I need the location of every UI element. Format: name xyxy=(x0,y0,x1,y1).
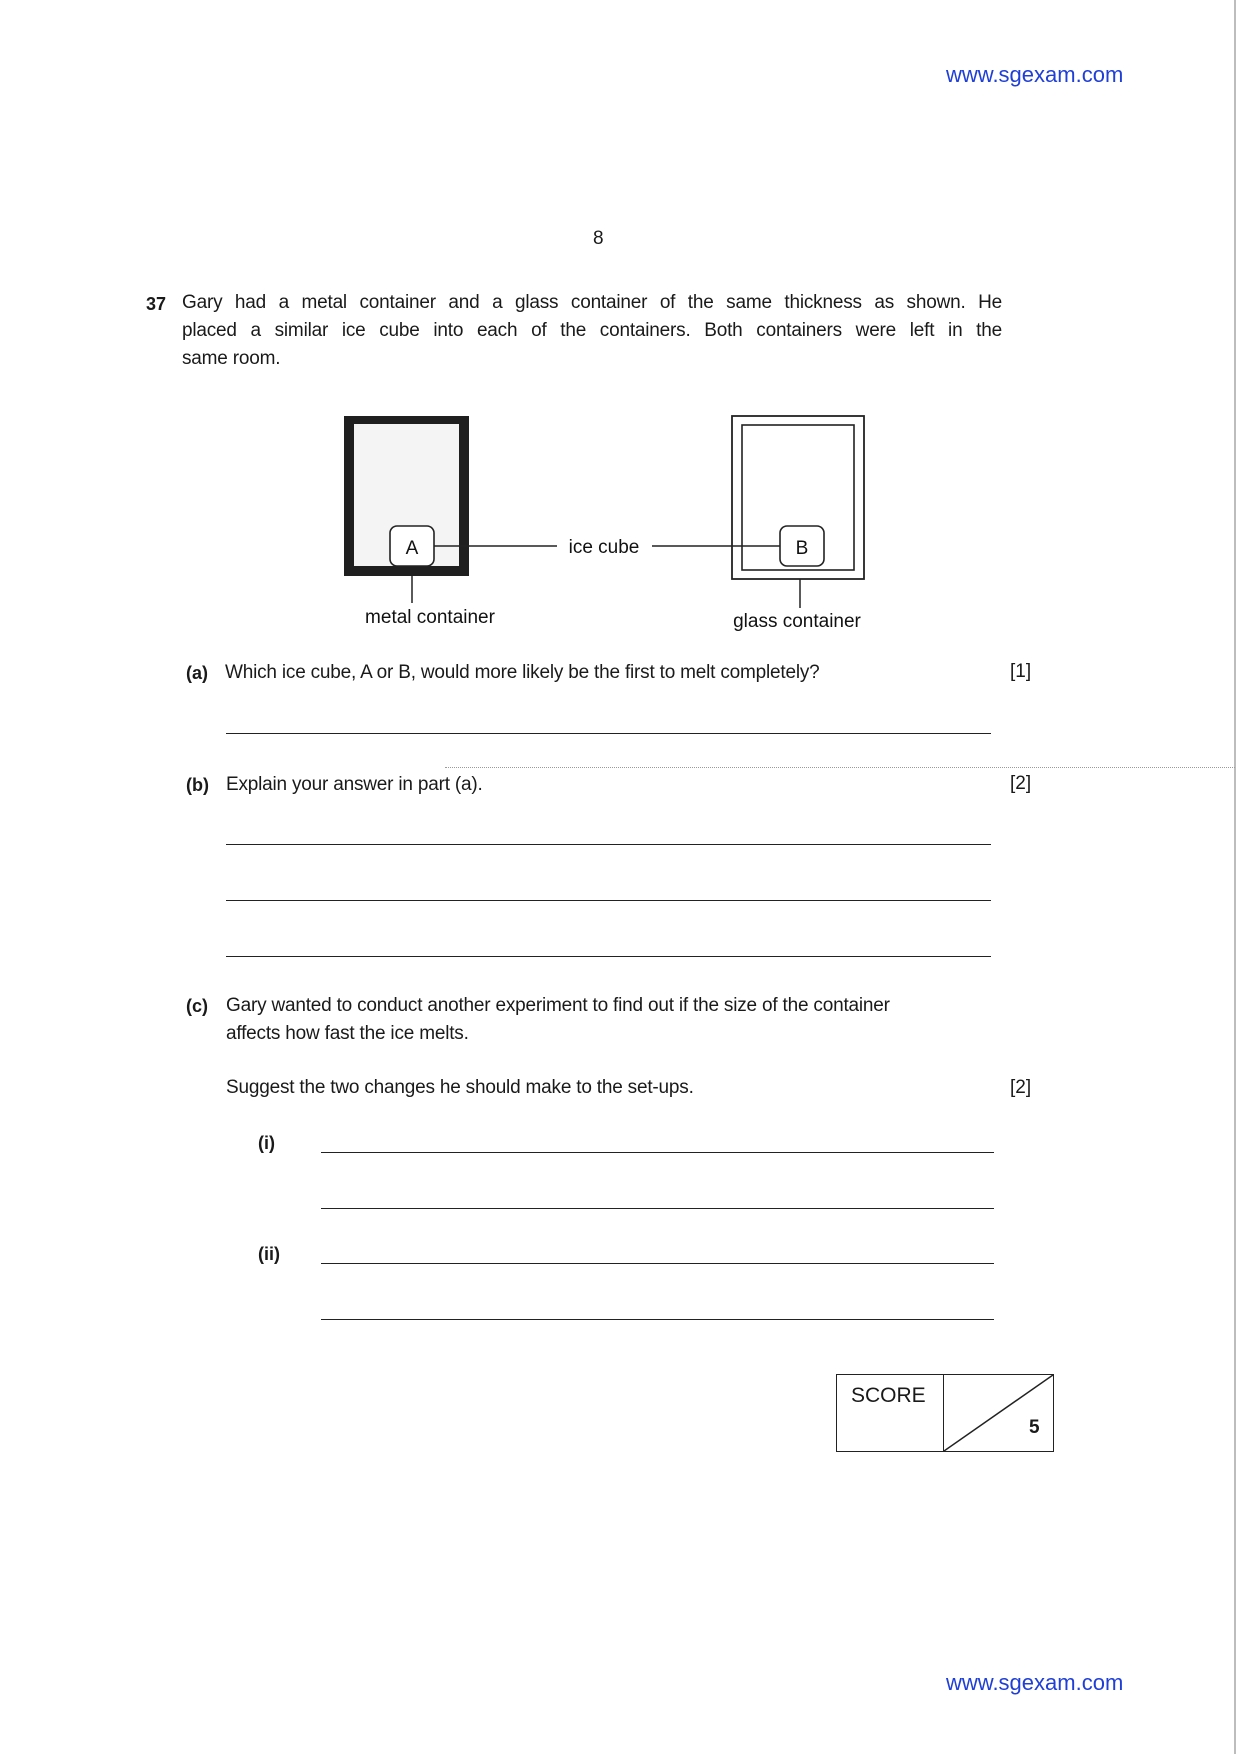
score-total: 5 xyxy=(1029,1417,1040,1438)
ice-cube-a xyxy=(390,526,434,566)
question-number: 37 xyxy=(146,294,167,314)
question-stem xyxy=(182,289,1002,373)
footer-site-link[interactable]: www.sgexam.com xyxy=(946,1670,1124,1695)
ice-cube-b xyxy=(780,526,824,566)
part-c-label: (c) xyxy=(186,996,208,1016)
answer-line-b1[interactable] xyxy=(226,844,991,845)
answer-line-c-i-2[interactable] xyxy=(321,1208,994,1209)
sub-ii-label: (ii) xyxy=(258,1244,280,1264)
part-b-label: (b) xyxy=(186,775,209,795)
containers-diagram xyxy=(330,405,890,635)
answer-line-c-ii-1[interactable] xyxy=(321,1263,994,1264)
page-edge xyxy=(1234,0,1236,1754)
stem-line-1: Gary had a metal container and a glass container of the same thickness as shown. He xyxy=(182,292,1002,313)
part-c-instruction: Suggest the two changes he should make to the set-ups. xyxy=(226,1077,694,1098)
answer-line-c-ii-2[interactable] xyxy=(321,1319,994,1320)
score-diagonal xyxy=(944,1375,1053,1451)
part-a-marks: [1] xyxy=(1010,661,1032,682)
page-number: 8 xyxy=(593,228,604,249)
part-c-line-1: Gary wanted to conduct another experiment to find out if the size of the container xyxy=(226,995,890,1016)
part-b-marks: [2] xyxy=(1010,773,1032,794)
part-c-marks: [2] xyxy=(1010,1077,1032,1098)
ice-cube-label: ice cube xyxy=(568,537,640,558)
answer-line-b2[interactable] xyxy=(226,900,991,901)
part-c-text xyxy=(226,992,1016,1048)
header-site-link[interactable]: www.sgexam.com xyxy=(946,62,1124,87)
answer-line-b3[interactable] xyxy=(226,956,991,957)
glass-container-label: glass container xyxy=(733,611,861,632)
score-label: SCORE xyxy=(851,1384,926,1407)
metal-container-label: metal container xyxy=(365,607,495,628)
part-c-line-2: affects how fast the ice melts. xyxy=(226,1023,469,1044)
answer-line-c-i-1[interactable] xyxy=(321,1152,994,1153)
answer-line-a[interactable] xyxy=(226,733,991,734)
cube-b-letter: B xyxy=(795,538,809,559)
part-a-label: (a) xyxy=(186,663,208,683)
scan-dotted-line xyxy=(445,767,1235,768)
part-a-text: Which ice cube, A or B, would more likely be the first to melt completely? xyxy=(225,662,820,683)
sub-i-label: (i) xyxy=(258,1133,275,1153)
score-box xyxy=(836,1374,1054,1452)
stem-line-3: same room. xyxy=(182,348,281,369)
part-b-text: Explain your answer in part (a). xyxy=(226,774,483,795)
cube-a-letter: A xyxy=(405,538,419,559)
stem-line-2: placed a similar ice cube into each of the containers. Both containers were left in the xyxy=(182,320,1002,341)
